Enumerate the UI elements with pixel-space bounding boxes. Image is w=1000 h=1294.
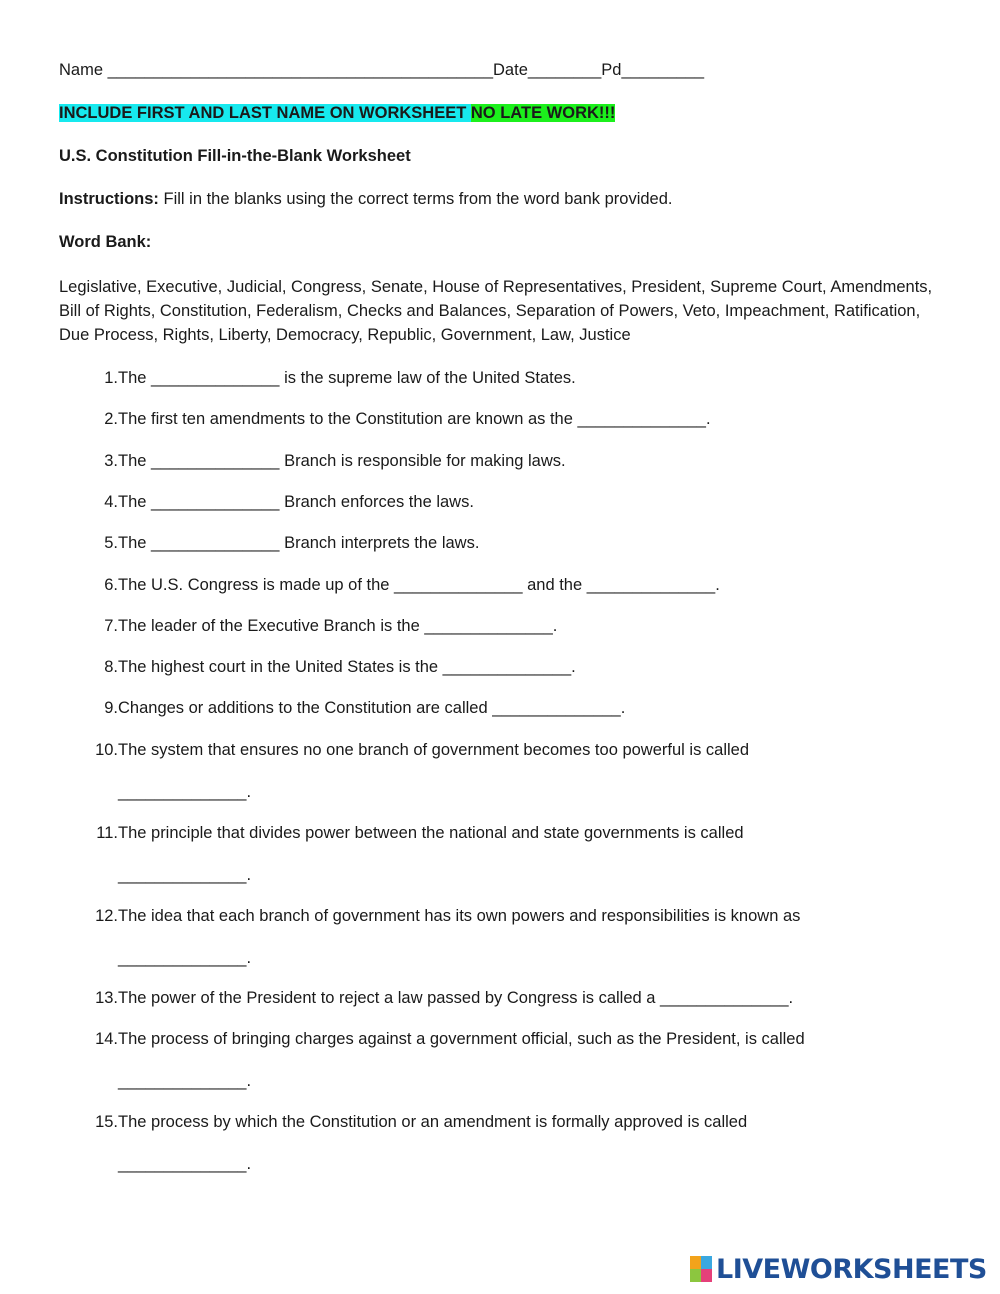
question-text[interactable]: The U.S. Congress is made up of the ______________ and the ______________. xyxy=(118,576,720,594)
question-text: The process by which the Constitution or an amendment is formally approved is called xyxy=(118,1113,748,1131)
question-5 xyxy=(82,533,942,553)
instructions-text: Fill in the blanks using the correct terms from the word bank provided. xyxy=(158,190,673,208)
word-bank-label: Word Bank: xyxy=(59,233,152,251)
question-text: The idea that each branch of government has its own powers and responsibilities is known as xyxy=(118,907,801,925)
question-text[interactable]: The highest court in the United States is the ______________. xyxy=(118,658,576,676)
question-number: 9. xyxy=(104,699,118,717)
logo-square-green xyxy=(690,1269,701,1282)
question-4 xyxy=(82,492,942,512)
logo-square-orange xyxy=(690,1256,701,1269)
question-number: 8. xyxy=(104,658,118,676)
answer-blank-11[interactable]: ______________. xyxy=(118,866,252,884)
question-text: The system that ensures no one branch of government becomes too powerful is called xyxy=(118,741,750,759)
liveworksheets-logo xyxy=(690,1254,987,1284)
question-number: 6. xyxy=(104,576,118,594)
worksheet-title: U.S. Constitution Fill-in-the-Blank Worksheet xyxy=(59,147,411,165)
question-number: 14. xyxy=(95,1030,118,1048)
answer-blank-14[interactable]: ______________. xyxy=(118,1072,252,1090)
question-number: 7. xyxy=(104,617,118,635)
answer-blank-12[interactable]: ______________. xyxy=(118,949,252,967)
question-number: 10. xyxy=(95,741,118,759)
question-text[interactable]: The ______________ is the supreme law of the United States. xyxy=(118,369,576,387)
question-number: 12. xyxy=(95,907,118,925)
logo-square-pink xyxy=(701,1269,712,1282)
question-text[interactable]: The leader of the Executive Branch is the ______________. xyxy=(118,617,558,635)
question-8 xyxy=(82,657,942,677)
question-6 xyxy=(82,575,942,595)
question-text[interactable]: The ______________ Branch interprets the laws. xyxy=(118,534,480,552)
liveworksheets-logo-icon xyxy=(690,1256,712,1282)
logo-square-blue xyxy=(701,1256,712,1269)
question-number: 3. xyxy=(104,452,118,470)
question-10 xyxy=(82,740,942,760)
question-12 xyxy=(82,906,942,926)
question-13 xyxy=(82,988,942,1008)
warning-banner xyxy=(59,103,615,123)
question-text: The principle that divides power between the national and state governments is called xyxy=(118,824,744,842)
name-reminder: INCLUDE FIRST AND LAST NAME ON WORKSHEET xyxy=(59,104,471,122)
question-number: 5. xyxy=(104,534,118,552)
question-text[interactable]: Changes or additions to the Constitution are called ______________. xyxy=(118,699,626,717)
question-number: 1. xyxy=(104,369,118,387)
answer-blank-10[interactable]: ______________. xyxy=(118,783,252,801)
question-3 xyxy=(82,451,942,471)
question-text[interactable]: The ______________ Branch enforces the laws. xyxy=(118,493,474,511)
word-bank-list: Legislative, Executive, Judicial, Congress, Senate, House of Representatives, President, Supreme Court, Amendments, Bill of Rights, Constitution, Federalism, Checks and Balances, Separation of Powers, Veto, Impeachment, Ratification, Due Process, Rights, Liberty, Democracy, Republic, Government, Law, Justice xyxy=(59,278,933,344)
instructions-label: Instructions: xyxy=(59,190,159,208)
question-number: 11. xyxy=(96,824,118,842)
answer-blank-15[interactable]: ______________. xyxy=(118,1155,252,1173)
question-text[interactable]: The first ten amendments to the Constitution are known as the ______________. xyxy=(118,410,711,428)
logo-wordmark: LIVEWORKSHEETS xyxy=(716,1253,987,1285)
instructions xyxy=(59,189,672,209)
question-7 xyxy=(82,616,942,636)
question-14 xyxy=(82,1029,942,1049)
name-date-period-line: Name __________________________________________Date________Pd_________ xyxy=(59,61,705,79)
question-1 xyxy=(82,368,942,388)
no-late-work-notice: NO LATE WORK!!! xyxy=(470,104,616,122)
question-text: The process of bringing charges against a government official, such as the President, is called xyxy=(118,1030,805,1048)
question-11 xyxy=(82,823,942,843)
question-text[interactable]: The ______________ Branch is responsible for making laws. xyxy=(118,452,566,470)
question-text[interactable]: The power of the President to reject a law passed by Congress is called a ______________. xyxy=(118,989,794,1007)
question-9 xyxy=(82,698,942,718)
question-number: 4. xyxy=(104,493,118,511)
question-15 xyxy=(82,1112,942,1132)
question-number: 13. xyxy=(95,989,118,1007)
question-number: 2. xyxy=(104,410,118,428)
question-2 xyxy=(82,409,942,429)
question-number: 15. xyxy=(95,1113,118,1131)
